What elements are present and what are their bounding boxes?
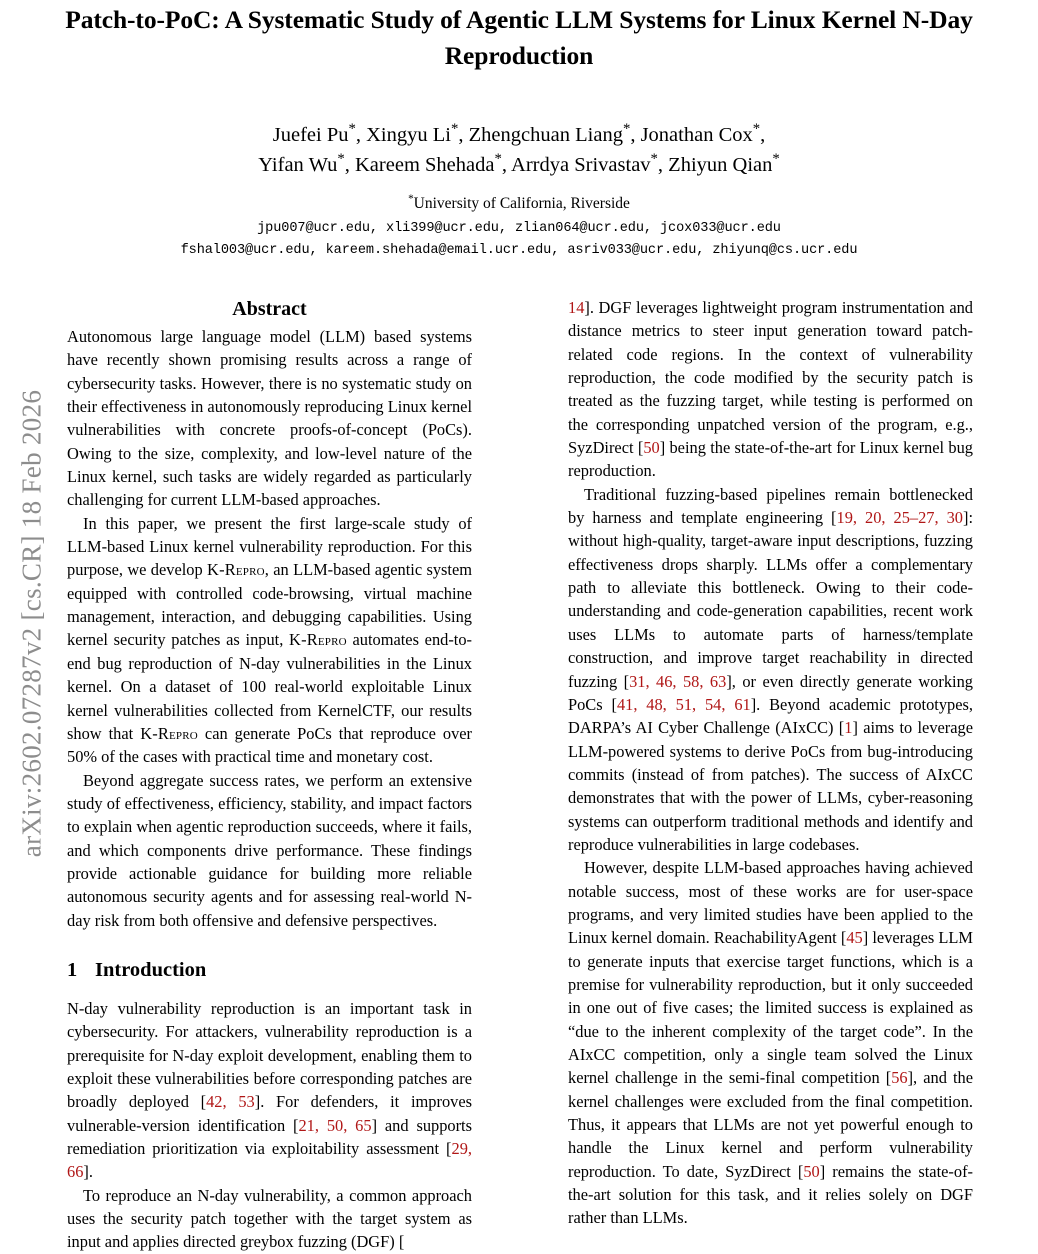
- intro-p4-seg-a: However, despite LLM-based approaches having achieved notable success, most of these works are for user-space programs, and very limited studies have been applied to the Linux kernel domain. ReachabilityAgent [: [568, 858, 973, 948]
- abstract-paragraph-2: [67, 512, 472, 769]
- intro-paragraph-2-part2: [568, 296, 973, 483]
- author-affiliation-marker: *: [348, 121, 356, 138]
- section-number: 1: [67, 958, 78, 981]
- abstract-heading: Abstract: [232, 298, 307, 320]
- abstract-p2-seg-b: , an LLM-based agentic system equipped with controlled code-browsing, virtual machine management, interaction, and debugging capabilities. Using kernel security patches as input,: [67, 560, 473, 650]
- citation-ref[interactable]: 19, 20, 25–27, 30: [836, 508, 963, 528]
- intro-p1-seg-d: ].: [83, 1162, 93, 1182]
- citation-ref[interactable]: 42, 53: [206, 1092, 255, 1112]
- body-columns: [0, 296, 1038, 1252]
- arxiv-stamp-text: arXiv:2602.07287v2 [cs.CR] 18 Feb 2026: [16, 389, 47, 858]
- intro-p1-seg-c: ] and supports remediation prioritization via exploitability assessment [: [67, 1115, 472, 1158]
- author-affiliation-marker: *: [772, 151, 780, 168]
- author-line-2: Yifan Wu*, Kareem Shehada*, Arrdya Srivastav*, Zhiyun Qian*: [258, 151, 780, 176]
- intro-p4-seg-c: ], and the kernel challenges were excluded from the final competition. Thus, it appears that LLMs are not yet powerful enough to handle the Linux kernel and perform vulnerability reproduction. To date, SyzDirect [: [568, 1068, 973, 1181]
- system-name-krepro-3: K-Repro: [140, 723, 198, 743]
- citation-ref[interactable]: 14: [568, 298, 585, 317]
- page-title: Patch-to-PoC: A Systematic Study of Agentic LLM Systems for Linux Kernel N-Day Reproduction: [65, 5, 973, 70]
- author-affiliation-marker: *: [450, 121, 459, 138]
- abstract-p2-seg-c: automates end-to-end bug reproduction of N-day vulnerabilities in the Linux kernel. On a dataset of 100 real-world exploitable Linux kernel vulnerabilities collected from KernelCTF, our results show that: [67, 630, 472, 743]
- author-affiliation-marker: *: [622, 121, 631, 138]
- intro-p1-seg-b: ]. For defenders, it improves vulnerable-version identification [: [67, 1092, 472, 1135]
- abstract-paragraph-3: Beyond aggregate success rates, we perform an extensive study of effectiveness, efficiency, stability, and impact factors to explain when agentic reproduction succeeds, where it fails, and which components drive performance. These findings provide actionable guidance for building more reliable autonomous security agents and for assessing real-world N-day risk from both offensive and defensive perspectives.: [67, 770, 472, 930]
- citation-ref[interactable]: 29, 66: [67, 1139, 472, 1182]
- intro-p2-seg-b: ]. DGF leverages lightweight program instrumentation and distance metrics to steer input generation toward patch-related code regions. In the context of vulnerability reproduction, the code modified by the security patch is treated as the fuzzing target, while testing is performed on the corresponding unpatched version of the program, e.g., SyzDirect [: [568, 298, 973, 458]
- citation-ref[interactable]: 41, 48, 51, 54, 61: [616, 694, 751, 714]
- system-name-krepro-2: K-Repro: [289, 630, 347, 650]
- citation-ref[interactable]: 50: [643, 438, 660, 458]
- intro-paragraph-3: [568, 483, 973, 857]
- intro-p3-seg-c: ], or even directly generate working PoCs [: [568, 671, 973, 714]
- abstract-p2-seg-a: In this paper, we present the first large-scale study of LLM-based Linux kernel vulnerability reproduction. For this purpose, we develop: [67, 513, 472, 580]
- intro-paragraph-2-part1: [67, 1184, 472, 1254]
- intro-p2-seg-a: To reproduce an N-day vulnerability, a common approach uses the security patch together with the target system as input and applies directed greybox fuzzing (DGF) [: [67, 1185, 472, 1252]
- intro-p3-seg-d: ]. Beyond academic prototypes, DARPA’s AI Cyber Challenge (AIxCC) [: [568, 694, 973, 738]
- intro-paragraph-1: [67, 997, 472, 1184]
- email-line-2: fshal003@ucr.edu, kareem.shehada@email.ucr.edu, asriv033@ucr.edu, zhiyunq@cs.ucr.edu: [180, 243, 858, 258]
- intro-p1-seg-a: N-day vulnerability reproduction is an important task in cybersecurity. For attackers, vulnerability reproduction is a prerequisite for N-day exploit development, enabling them to exploit these vulnerabilities before corresponding patches are broadly deployed [: [67, 998, 472, 1112]
- abstract-p2-seg-d: can generate PoCs that reproduce over 50% of the cases with practical time and monetary cost.: [67, 723, 472, 767]
- citation-ref[interactable]: 1: [844, 718, 853, 738]
- author-affiliation-marker: *: [752, 121, 761, 138]
- author-affiliation-marker: *: [408, 192, 414, 205]
- system-name-krepro-1: K-Repro: [207, 560, 265, 580]
- author-line-1: Juefei Pu*, Xingyu Li*, Zhengchuan Liang*, Jonathan Cox*,: [272, 121, 766, 146]
- intro-p2-seg-c: ] being the state-of-the-art for Linux kernel bug reproduction.: [568, 438, 973, 481]
- intro-paragraph-4: [568, 856, 973, 1230]
- intro-p4-seg-d: ] remains the state-of-the-art solution for this task, and it relies solely on DGF rather than LLMs.: [568, 1161, 973, 1228]
- citation-ref[interactable]: 31, 46, 58, 63: [629, 671, 727, 691]
- author-affiliation-marker: *: [650, 151, 658, 168]
- affiliation-line: *University of California, Riverside: [408, 192, 630, 212]
- email-line-1: jpu007@ucr.edu, xli399@ucr.edu, zlian064@ucr.edu, jcox033@ucr.edu: [257, 221, 781, 236]
- authors-block: [63, 120, 975, 215]
- author-affiliation-marker: *: [337, 151, 345, 168]
- column-right: [568, 296, 973, 1230]
- citation-ref[interactable]: 50: [803, 1161, 820, 1181]
- citation-ref[interactable]: 56: [891, 1068, 908, 1088]
- intro-p3-seg-e: ] aims to leverage LLM-powered systems to derive PoCs from bug-introducing commits (instead of from patches). The success of AIxCC demonstrates that with the power of LLMs, cyber-reasoning systems can outperform traditional methods and identify and reproduce vulnerabilities in large codebases.: [568, 718, 973, 854]
- section-title: Introduction: [95, 958, 207, 981]
- column-left: [67, 296, 472, 1254]
- author-affiliation-marker: *: [494, 151, 502, 168]
- intro-p4-seg-b: ] leverages LLM to generate inputs that exercise target functions, which is a premise for vulnerability reproduction, but it only succeeded in one out of five cases; the limited success is explained as “due to the inherent complexity of the target code”. In the AIxCC competition, only a single team solved the Linux kernel challenge in the semi-final competition [: [568, 928, 974, 1088]
- citation-ref[interactable]: 45: [846, 928, 863, 948]
- title-block: [63, 2, 975, 74]
- section-heading-introduction: [67, 957, 472, 984]
- emails-block: [63, 218, 975, 262]
- intro-p3-seg-a: Traditional fuzzing-based pipelines remain bottlenecked by harness and template engineering [: [568, 484, 973, 528]
- intro-p3-seg-b: ]: without high-quality, target-aware input descriptions, fuzzing effectiveness drops sharply. LLMs offer a complementary path to alleviate this bottleneck. Owing to their code-understanding and code-generation capabilities, recent work uses LLMs to automate parts of harness/template construction, and improve target reachability in directed fuzzing [: [568, 508, 973, 691]
- abstract-paragraph-1: Autonomous large language model (LLM) based systems have recently shown promising results across a range of cybersecurity tasks. However, there is no systematic study on their effectiveness in autonomously reproducing Linux kernel vulnerabilities with concrete proofs-of-concept (PoCs). Owing to the size, complexity, and low-level nature of the Linux kernel, such tasks are widely regarded as particularly challenging for current LLM-based approaches.: [67, 327, 472, 510]
- citation-ref[interactable]: 21, 50, 65: [298, 1115, 372, 1135]
